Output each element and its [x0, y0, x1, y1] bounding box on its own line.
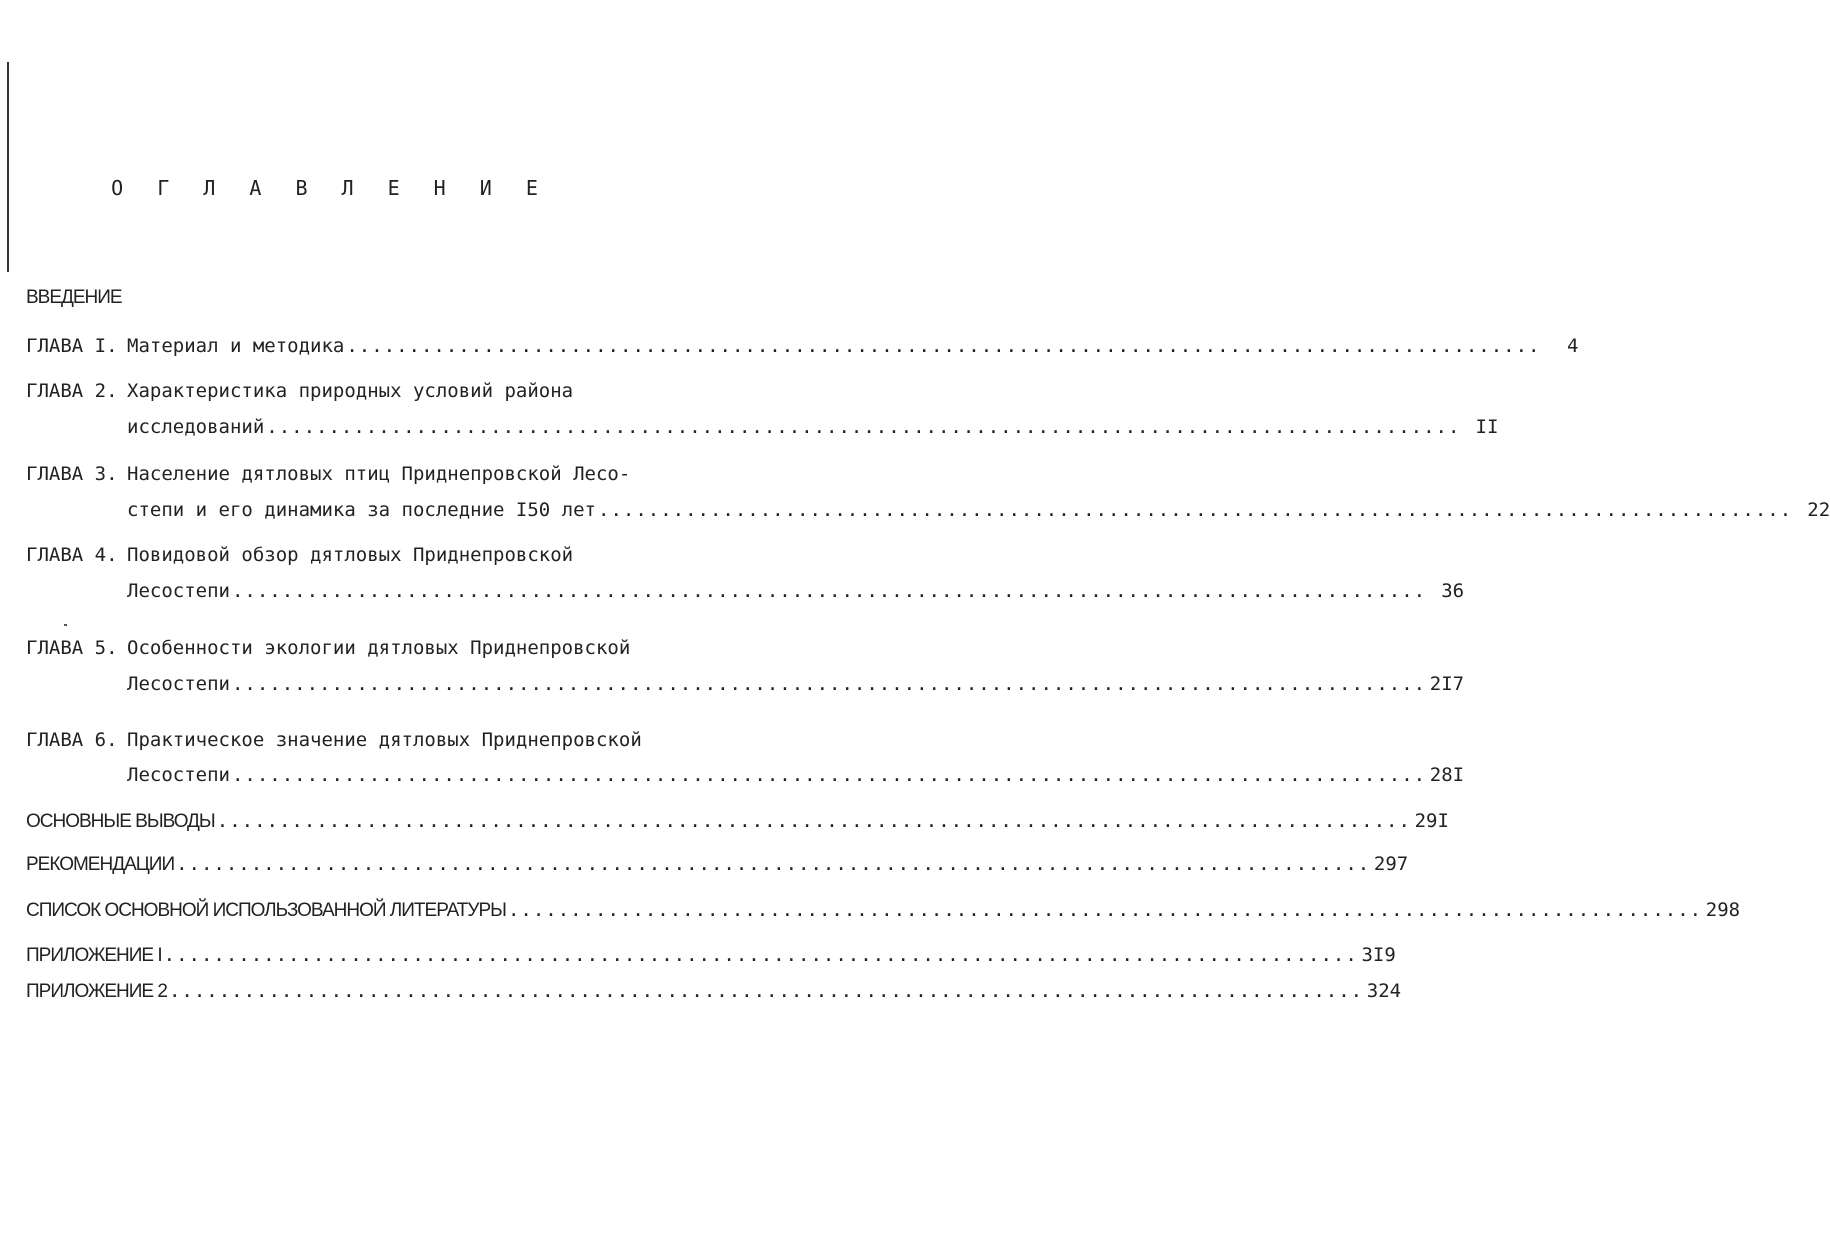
appendix-1-entry: [26, 943, 1396, 967]
chapter-3-title-line-1: Население дятловых птиц Приднепровской Лесо-: [127, 463, 631, 485]
chapter-6-title-line-1: Практическое значение дятловых Приднепровской: [127, 729, 642, 751]
dot-leader: ................................................................................................: [176, 853, 1371, 875]
dot-leader: ................................................................................................: [598, 499, 1793, 521]
dot-leader: ................................................................................................: [266, 416, 1461, 438]
chapter-6-page: 28I: [1429, 764, 1465, 786]
dot-leader: ................................................................................................: [346, 335, 1541, 357]
dot-leader: ................................................................................................: [231, 673, 1427, 695]
appendix-2-entry: [26, 979, 1402, 1003]
chapter-3-entry: [127, 498, 1830, 522]
chapter-2-title-line-2: исследований: [127, 416, 265, 438]
chapter-4-page: 36: [1441, 580, 1465, 602]
chapter-6-title-line-2: Лесостепи: [127, 764, 230, 786]
appendix-1-page: 3I9: [1361, 944, 1396, 966]
chapter-4-title-line-2: Лесостепи: [127, 580, 230, 602]
chapter-1-title: Материал и методика: [127, 335, 345, 357]
chapter-4-entry: [127, 579, 1465, 603]
page-title: О Г Л А В Л Е Н И Е: [111, 176, 549, 200]
dot-leader: ................................................................................................: [216, 810, 1411, 832]
chapter-3-title-line-2: степи и его динамика за последние I50 лет: [127, 499, 596, 521]
chapter-3-page: 22: [1807, 499, 1830, 521]
conclusions-entry: [26, 809, 1449, 833]
dot-leader: ................................................................................................: [507, 899, 1703, 921]
recommendations-title: РЕКОМЕНДАЦИИ: [26, 854, 175, 875]
chapter-1-entry: [127, 334, 1579, 358]
chapter-2-page: II: [1475, 416, 1499, 438]
dot-leader: ................................................................................................: [231, 764, 1427, 786]
chapter-5-title-line-1: Особенности экологии дятловых Приднепровской: [127, 637, 631, 659]
chapter-5-entry: [127, 672, 1465, 696]
dot-leader: ................................................................................................: [231, 580, 1427, 602]
appendix-2-title: ПРИЛОЖЕНИЕ 2: [26, 981, 167, 1002]
conclusions-page: 29I: [1414, 810, 1449, 832]
appendix-2-page: 324: [1366, 980, 1402, 1002]
dot-leader: ................................................................................................: [168, 980, 1364, 1002]
chapter-4-label: ГЛАВА 4.: [26, 544, 118, 566]
appendix-1-title: ПРИЛОЖЕНИЕ I: [26, 945, 162, 966]
recommendations-entry: [26, 852, 1409, 876]
references-page: 298: [1705, 899, 1741, 921]
references-entry: [26, 898, 1741, 922]
conclusions-title: ОСНОВНЫЕ ВЫВОДЫ: [26, 811, 215, 832]
chapter-4-title-line-1: Повидовой обзор дятловых Приднепровской: [127, 544, 574, 566]
chapter-2-label: ГЛАВА 2.: [26, 380, 118, 402]
chapter-2-entry: [127, 415, 1499, 439]
references-title: СПИСОК ОСНОВНОЙ ИСПОЛЬЗОВАННОЙ ЛИТЕРАТУРЫ: [26, 900, 506, 921]
chapter-5-title-line-2: Лесостепи: [127, 673, 230, 695]
chapter-5-page: 2I7: [1429, 673, 1465, 695]
scan-speck: [64, 624, 67, 626]
recommendations-page: 297: [1373, 853, 1409, 875]
intro-heading: ВВЕДЕНИЕ: [26, 287, 122, 308]
chapter-6-entry: [127, 763, 1465, 787]
dot-leader: ................................................................................................: [163, 944, 1358, 966]
chapter-5-label: ГЛАВА 5.: [26, 637, 118, 659]
chapter-6-label: ГЛАВА 6.: [26, 729, 118, 751]
chapter-1-page: 4: [1567, 335, 1579, 357]
chapter-2-title-line-1: Характеристика природных условий района: [127, 380, 574, 402]
margin-rule: [7, 62, 9, 272]
chapter-3-label: ГЛАВА 3.: [26, 463, 118, 485]
chapter-1-label: ГЛАВА I.: [26, 335, 118, 357]
